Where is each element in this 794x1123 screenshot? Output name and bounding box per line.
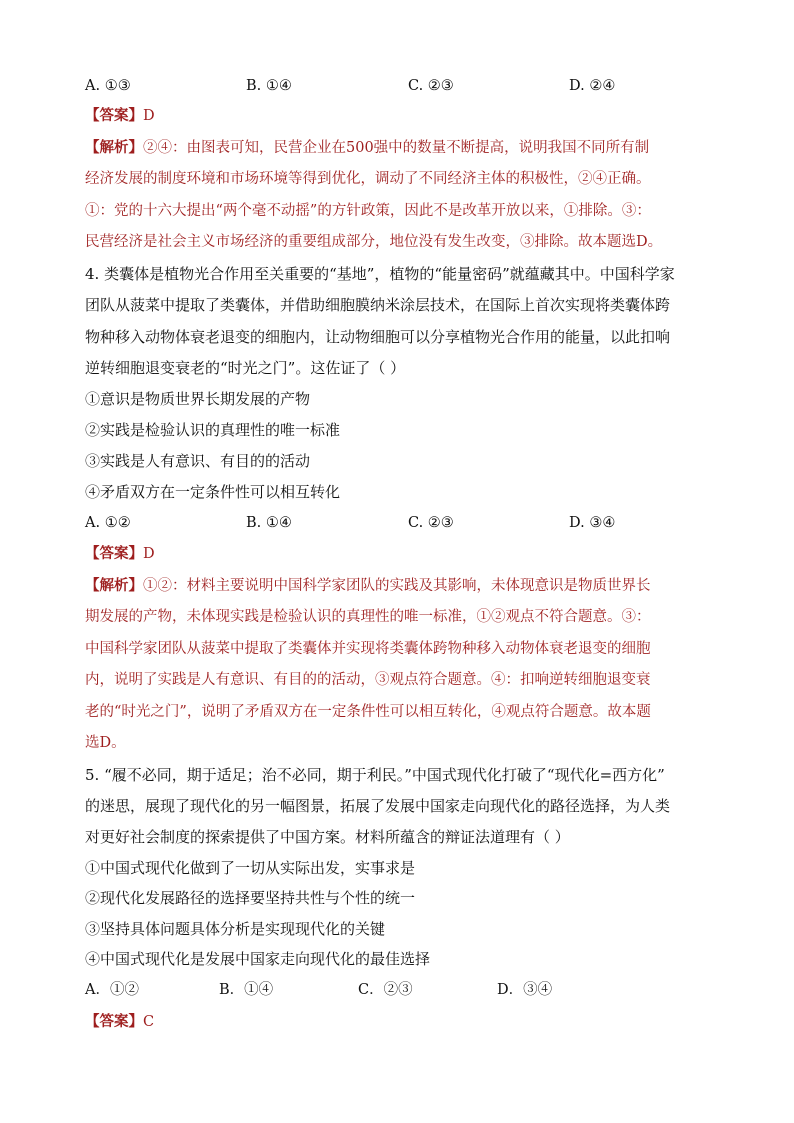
q3-option-c: C. ②③	[408, 78, 454, 94]
q4-analysis-line-6: 选D。	[85, 735, 126, 751]
q4-analysis-line-5: 老的“时光之门”，说明了矛盾双方在一定条件性可以相互转化，④观点符合题意。故本题	[85, 704, 651, 720]
q5-option-d: D．③④	[497, 982, 553, 998]
analysis-text: ②④：由图表可知，民营企业在500强中的数量不断提高，说明我国不同所有制	[143, 140, 650, 156]
answer-value: D	[143, 108, 155, 124]
q3-analysis-line-1	[85, 138, 649, 158]
answer-value: C	[143, 1014, 155, 1030]
q4-stem-line-3: 物种移入动物体衰老退变的细胞内，让动物细胞可以分享植物光合作用的能量，以此扣响	[85, 328, 671, 346]
q4-statement-4: ④矛盾双方在一定条件性可以相互转化	[85, 483, 341, 501]
q5-statement-2: ②现代化发展路径的选择要坚持共性与个性的统一	[85, 889, 416, 907]
q4-option-a: A. ①②	[85, 515, 131, 531]
answer-tag: 【答案】	[85, 107, 143, 124]
q5-answer	[85, 1012, 154, 1032]
q4-analysis-line-1	[85, 576, 651, 596]
q4-stem-line-4: 逆转细胞退变衰老的“时光之门”。这佐证了（ ）	[85, 359, 406, 377]
answer-tag: 【答案】	[85, 545, 143, 562]
q4-statement-3: ③实践是人有意识、有目的的活动	[85, 452, 311, 470]
q5-stem-line-3: 对更好社会制度的探索提供了中国方案。材料所蕴含的辩证法道理有（ ）	[85, 828, 570, 846]
q5-statement-4: ④中国式现代化是发展中国家走向现代化的最佳选择	[85, 950, 431, 968]
q4-analysis-line-4: 内，说明了实践是人有意识、有目的的活动，③观点符合题意。④：扣响逆转细胞退变衰	[85, 672, 651, 688]
q4-option-b: B. ①④	[246, 515, 292, 531]
answer-tag: 【答案】	[85, 1013, 143, 1030]
q3-analysis-line-4: 民营经济是社会主义市场经济的重要组成部分，地位没有发生改变，③排除。故本题选D。	[85, 234, 663, 250]
q5-stem-line-2: 的迷思，展现了现代化的另一幅图景，拓展了发展中国家走向现代化的路径选择，为人类	[85, 797, 671, 815]
q3-analysis-line-2: 经济发展的制度环境和市场环境等得到优化，调动了不同经济主体的积极性，②④正确。	[85, 171, 651, 187]
q3-analysis-line-3: ①：党的十六大提出“两个毫不动摇”的方针政策，因此不是改革开放以来，①排除。③：	[85, 203, 651, 219]
q4-stem-line-1: 4. 类囊体是植物光合作用至关重要的“基地”，植物的“能量密码”就蕴藏其中。中国科学家	[85, 265, 675, 283]
q4-answer	[85, 544, 155, 564]
q4-option-d: D. ③④	[569, 515, 616, 531]
q3-option-b: B. ①④	[246, 78, 292, 94]
q4-stem-line-2: 团队从菠菜中提取了类囊体，并借助细胞膜纳米涂层技术，在国际上首次实现将类囊体跨	[85, 296, 671, 314]
q3-answer	[85, 106, 155, 126]
q3-option-a: A. ①③	[85, 78, 131, 94]
q5-statement-3: ③坚持具体问题具体分析是实现现代化的关键	[85, 920, 386, 938]
q4-analysis-line-3: 中国科学家团队从菠菜中提取了类囊体并实现将类囊体跨物种移入动物体衰老退变的细胞	[85, 641, 651, 657]
q5-option-a: A．①②	[85, 982, 139, 998]
q3-option-d: D. ②④	[569, 78, 616, 94]
q5-stem-line-1: 5. “履不必同，期于适足；治不必同，期于利民。”中国式现代化打破了“现代化=西方化”	[85, 766, 665, 784]
q5-statement-1: ①中国式现代化做到了一切从实际出发，实事求是	[85, 859, 416, 877]
q4-option-c: C. ②③	[408, 515, 454, 531]
analysis-tag: 【解析】	[85, 139, 143, 156]
analysis-text: ①②：材料主要说明中国科学家团队的实践及其影响，未体现意识是物质世界长	[143, 578, 651, 594]
q4-analysis-line-2: 期发展的产物，未体现实践是检验认识的真理性的唯一标准，①②观点不符合题意。③：	[85, 609, 651, 625]
answer-value: D	[143, 546, 155, 562]
q4-statement-2: ②实践是检验认识的真理性的唯一标准	[85, 421, 341, 439]
q5-option-c: C．②③	[358, 982, 413, 998]
analysis-tag: 【解析】	[85, 577, 143, 594]
q4-statement-1: ①意识是物质世界长期发展的产物	[85, 390, 311, 408]
q5-option-b: B．①④	[219, 982, 274, 998]
